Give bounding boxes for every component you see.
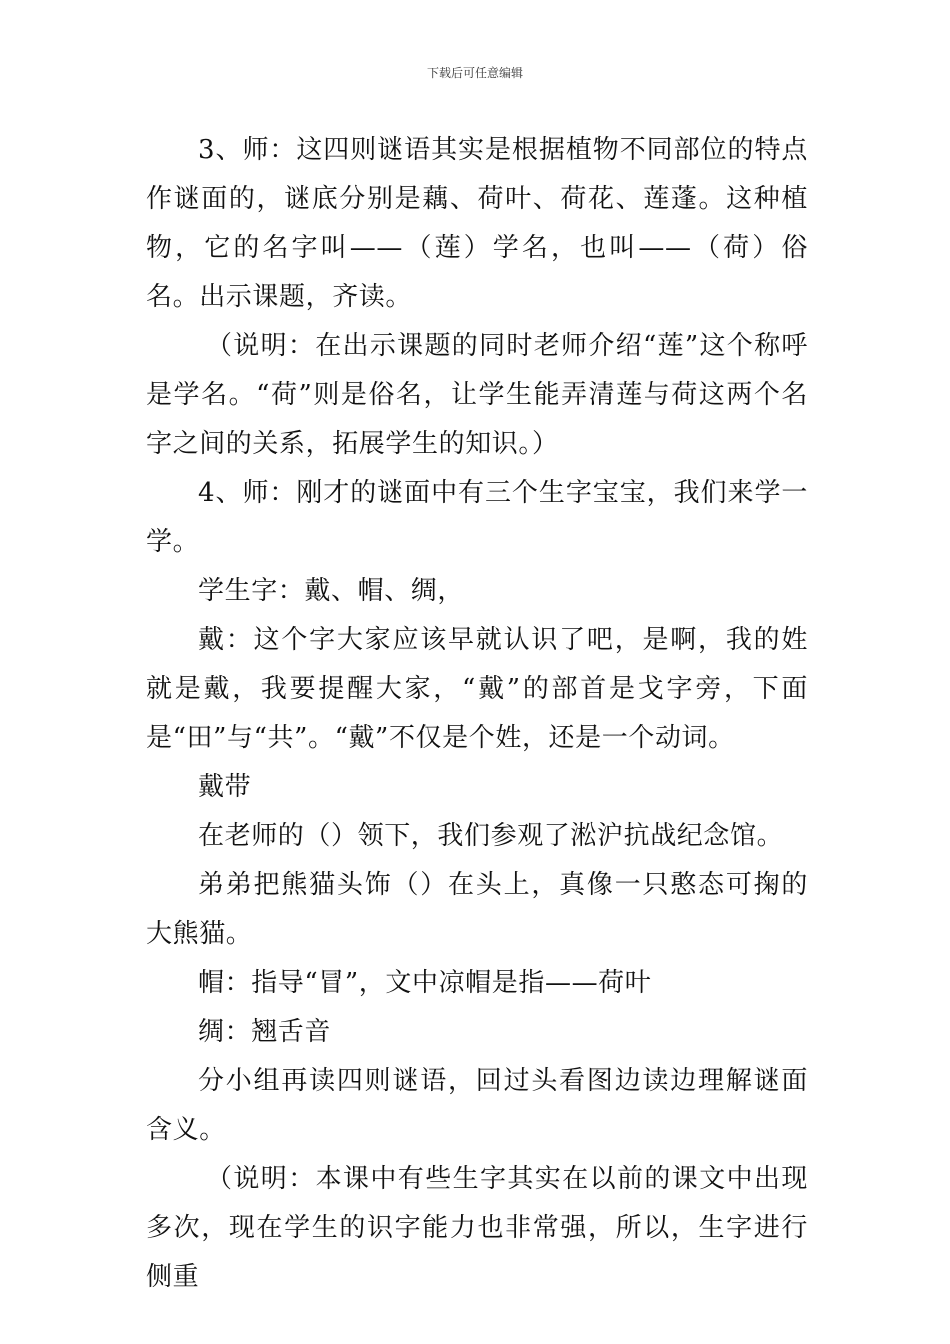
page-header: 下载后可任意编辑 <box>426 66 523 80</box>
paragraph-dai-explanation: 戴：这个字大家应该早就认识了吧，是啊，我的姓就是戴，我要提醒大家，“戴”的部首是戈字旁，下面是“田”与“共”。“戴”不仅是个姓，还是一个动词。 <box>146 625 808 753</box>
paragraph-exercise-sentence-1: 在老师的（）领下，我们参观了淞沪抗战纪念馆。 <box>198 821 784 851</box>
paragraph-new-characters-intro: 4、师：刚才的谜面中有三个生字宝宝，我们来学一学。 <box>146 478 808 557</box>
paragraph-riddle-answers: 3、师：这四则谜语其实是根据植物不同部位的特点作谜面的，谜底分别是藕、荷叶、荷花、莲蓬。这种植物，它的名字叫——（莲）学名，也叫——（荷）俗名。出示课题，齐读。 <box>146 135 808 312</box>
paragraph-dai-dai-pair: 戴带 <box>198 772 252 802</box>
paragraph-mao-guidance: 帽：指导“冒”，文中凉帽是指——荷叶 <box>198 968 652 998</box>
paragraph-group-reading: 分小组再读四则谜语，回过头看图边读边理解谜面含义。 <box>146 1066 808 1145</box>
paragraph-exercise-sentence-2: 弟弟把熊猫头饰（）在头上，真像一只憨态可掬的大熊猫。 <box>146 870 808 949</box>
paragraph-chou-pronunciation: 绸：翘舌音 <box>198 1017 332 1047</box>
paragraph-learn-characters: 学生字：戴、帽、绸， <box>198 576 465 606</box>
paragraph-note-character-focus: （说明：本课中有些生字其实在以前的课文中出现多次，现在学生的识字能力也非常强，所以，生字进行侧重 <box>146 1164 808 1292</box>
paragraph-note-lotus-names: （说明：在出示课题的同时老师介绍“莲”这个称呼是学名。“荷”则是俗名，让学生能弄清莲与荷这两个名字之间的关系，拓展学生的知识。） <box>146 331 808 459</box>
document-body <box>146 126 808 1302</box>
